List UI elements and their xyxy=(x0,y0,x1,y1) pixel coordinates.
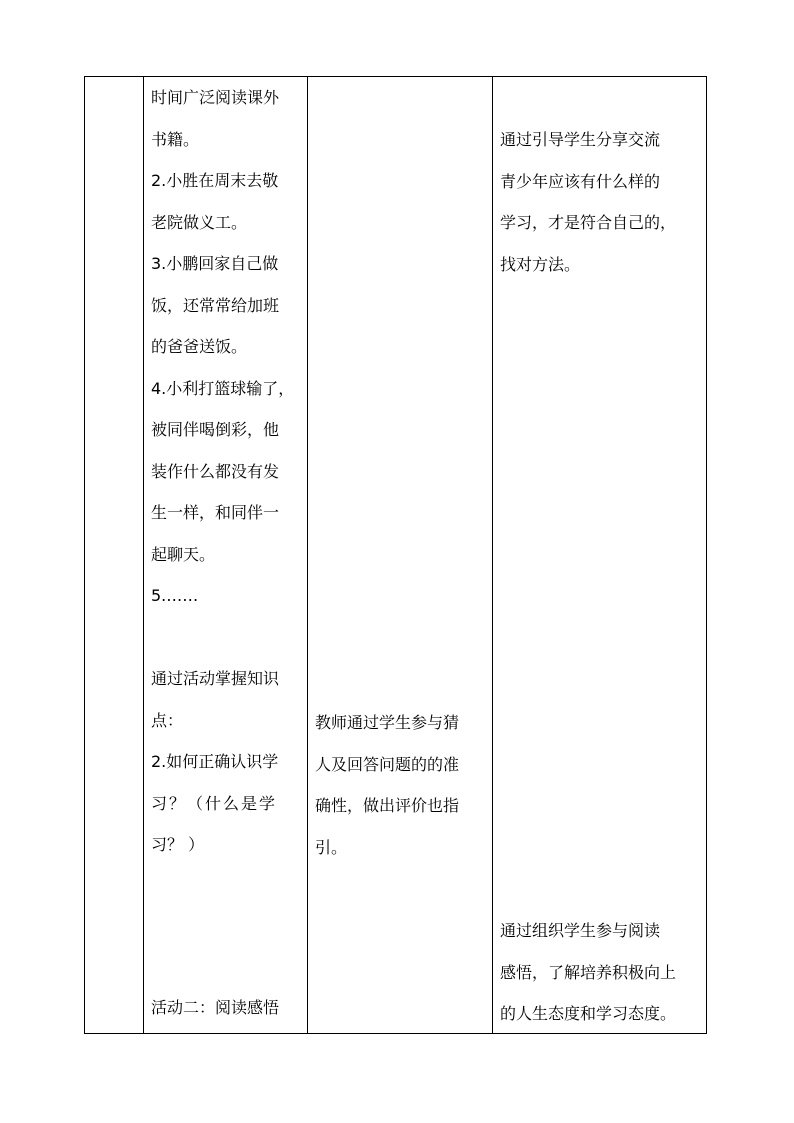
student-activity-cell-top xyxy=(151,77,307,866)
activity-text-line: 起聊天。 xyxy=(151,544,216,564)
intent-text-line: 感悟，了解培养积极向上 xyxy=(500,962,677,982)
lesson-plan-table xyxy=(84,76,707,1034)
activity-text-line: 习？ ） xyxy=(151,835,205,854)
column-divider-3 xyxy=(492,77,493,1033)
column-divider-1 xyxy=(143,77,144,1033)
activity-text-line: 习？（什么是学 xyxy=(151,793,278,813)
activity-text-line: 装作什么都没有发 xyxy=(151,461,280,481)
evaluation-text-line: 引。 xyxy=(315,837,348,857)
activity-text-line: 时间广泛阅读课外 xyxy=(151,88,280,107)
activity-text-line: 生一样，和同伴一 xyxy=(151,503,280,522)
activity-text-line: 的爸爸送饭。 xyxy=(151,337,248,356)
intent-text-line: 青少年应该有什么样的 xyxy=(500,171,661,191)
evaluation-text-line: 确性，做出评价也指 xyxy=(315,796,460,815)
intent-text-line: 通过引导学生分享交流 xyxy=(500,130,661,149)
design-intent-cell-bottom xyxy=(500,910,704,1035)
student-activity-cell-bottom xyxy=(151,990,307,1026)
teacher-evaluation-cell xyxy=(315,702,489,868)
column-divider-2 xyxy=(307,77,308,1033)
activity-text-line: 通过活动掌握知识 xyxy=(151,669,280,688)
activity-text-line: 点： xyxy=(151,710,184,730)
activity-text-line: 2.如何正确认识学 xyxy=(151,752,279,771)
activity-text-line: 5.…… xyxy=(151,586,199,605)
activity-text-line: 4.小利打篮球输了， xyxy=(151,378,295,398)
activity-text-line: 老院做义工。 xyxy=(151,212,248,232)
activity-heading: 活动二：阅读感悟 xyxy=(151,998,280,1017)
activity-text-line: 书籍。 xyxy=(151,129,200,149)
intent-text-line: 的人生态度和学习态度。 xyxy=(500,1004,677,1023)
activity-text-line: 3.小鹏回家自己做 xyxy=(151,254,279,273)
intent-text-line: 找对方法。 xyxy=(500,254,581,274)
intent-text-line: 学习，才是符合自己的， xyxy=(500,213,677,232)
activity-text-line: 2.小胜在周末去敬 xyxy=(151,171,279,190)
design-intent-cell-top xyxy=(500,119,704,285)
evaluation-text-line: 人及回答问题的的准 xyxy=(315,754,460,774)
blank-line xyxy=(151,617,307,659)
activity-text-line: 饭，还常常给加班 xyxy=(151,295,280,315)
activity-text-line: 被同伴喝倒彩，他 xyxy=(151,420,280,439)
intent-text-line: 通过组织学生参与阅读 xyxy=(500,921,661,940)
evaluation-text-line: 教师通过学生参与猜 xyxy=(315,713,460,732)
